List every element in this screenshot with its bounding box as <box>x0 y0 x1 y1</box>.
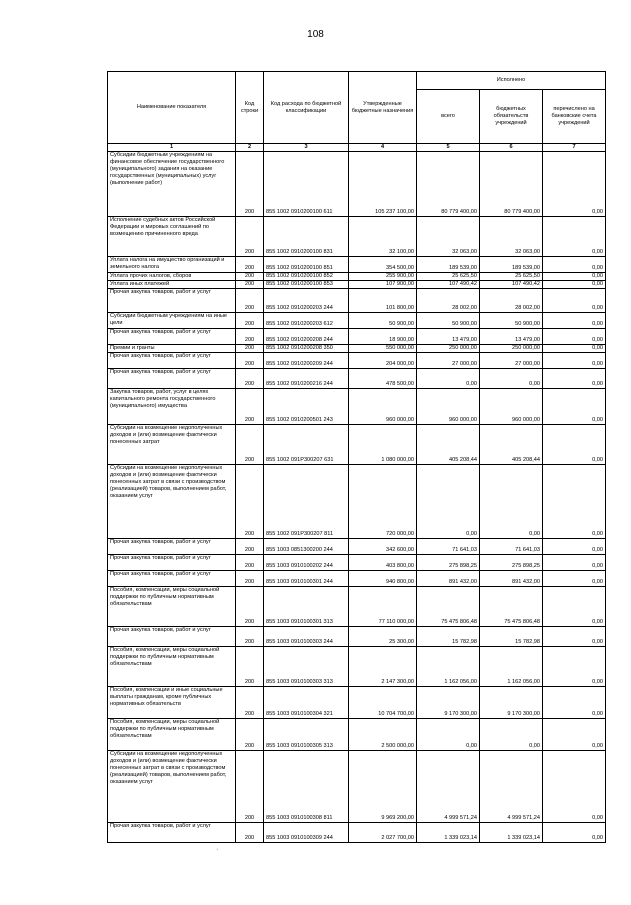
row-budget-code: 855 1003 0910100305 313 <box>264 719 349 751</box>
row-transferred: 0,00 <box>543 152 606 217</box>
row-budget-code: 855 1002 0910200209 244 <box>264 353 349 369</box>
row-institutions: 75 475 806,48 <box>480 587 543 627</box>
row-transferred: 0,00 <box>543 289 606 313</box>
row-budget-code: 855 1003 0910100301 313 <box>264 587 349 627</box>
row-total: 4 999 571,24 <box>417 751 480 823</box>
row-name: Уплата иных платежей <box>108 281 236 289</box>
row-line-code: 200 <box>236 217 264 257</box>
row-name: Субсидии бюджетным учреждениям на финансовое обеспечение государственного (муниципального) задания на оказание государственных (муниципальных) услуг (выполнение работ) <box>108 152 236 217</box>
row-approved: 342 600,00 <box>349 539 417 555</box>
row-institutions: 9 170 300,00 <box>480 687 543 719</box>
row-transferred: 0,00 <box>543 329 606 345</box>
row-name: Субсидии на возмещение недополученных доходов и (или) возмещение фактически понесенных затрат в связи с производством (реализацией) товаров, выполнением работ, оказанием услуг <box>108 465 236 539</box>
row-total: 275 898,25 <box>417 555 480 571</box>
table-row <box>108 389 606 425</box>
row-institutions: 107 490,42 <box>480 281 543 289</box>
row-institutions: 891 432,00 <box>480 571 543 587</box>
header-line-code: Код строки <box>236 72 264 144</box>
column-number-row <box>108 144 606 152</box>
row-approved: 50 900,00 <box>349 313 417 329</box>
row-approved: 940 800,00 <box>349 571 417 587</box>
row-name: Прочая закупка товаров, работ и услуг <box>108 329 236 345</box>
row-transferred: 0,00 <box>543 389 606 425</box>
row-transferred: 0,00 <box>543 345 606 353</box>
row-budget-code: 855 1003 0910100304 321 <box>264 687 349 719</box>
row-institutions: 80 779 400,00 <box>480 152 543 217</box>
row-total: 9 170 300,00 <box>417 687 480 719</box>
row-transferred: 0,00 <box>543 587 606 627</box>
row-total: 75 475 806,48 <box>417 587 480 627</box>
row-total: 13 479,00 <box>417 329 480 345</box>
row-transferred: 0,00 <box>543 273 606 281</box>
row-budget-code: 855 1002 0910200208 350 <box>264 345 349 353</box>
row-name: Субсидии на возмещение недополученных доходов и (или) возмещение фактически понесенных затрат <box>108 425 236 465</box>
table-row <box>108 369 606 389</box>
row-name: Прочая закупка товаров, работ и услуг <box>108 823 236 843</box>
row-institutions: 50 900,00 <box>480 313 543 329</box>
row-total: 0,00 <box>417 369 480 389</box>
table-row <box>108 751 606 823</box>
row-budget-code: 855 1003 0851300200 244 <box>264 539 349 555</box>
table-row <box>108 555 606 571</box>
row-name: Закупка товаров, работ, услуг в целях капитального ремонта государственного (муниципального) имущества <box>108 389 236 425</box>
row-transferred: 0,00 <box>543 823 606 843</box>
row-name: Субсидии на возмещение недополученных доходов и (или) возмещение фактически понесенных затрат в связи с производством (реализацией) товаров, выполнением работ, оказанием услуг <box>108 751 236 823</box>
row-approved: 77 110 000,00 <box>349 587 417 627</box>
row-transferred: 0,00 <box>543 555 606 571</box>
column-number: 3 <box>264 144 349 152</box>
row-institutions: 189 539,00 <box>480 257 543 273</box>
row-line-code: 200 <box>236 281 264 289</box>
row-line-code: 200 <box>236 539 264 555</box>
row-institutions: 0,00 <box>480 719 543 751</box>
row-approved: 2 027 700,00 <box>349 823 417 843</box>
row-budget-code: 855 1003 0910100202 244 <box>264 555 349 571</box>
row-transferred: 0,00 <box>543 465 606 539</box>
row-approved: 255 900,00 <box>349 273 417 281</box>
row-institutions: 13 479,00 <box>480 329 543 345</box>
table-row <box>108 647 606 687</box>
row-approved: 354 500,00 <box>349 257 417 273</box>
row-line-code: 200 <box>236 627 264 647</box>
row-institutions: 15 782,98 <box>480 627 543 647</box>
row-approved: 25 300,00 <box>349 627 417 647</box>
header-name: Наименование показателя <box>108 72 236 144</box>
row-total: 25 625,50 <box>417 273 480 281</box>
row-approved: 2 147 300,00 <box>349 647 417 687</box>
row-institutions: 27 000,00 <box>480 353 543 369</box>
row-total: 0,00 <box>417 465 480 539</box>
row-approved: 18 900,00 <box>349 329 417 345</box>
row-total: 27 000,00 <box>417 353 480 369</box>
table-row <box>108 217 606 257</box>
column-number: 2 <box>236 144 264 152</box>
row-line-code: 200 <box>236 823 264 843</box>
column-number: 7 <box>543 144 606 152</box>
header-transferred: перечислено на банковские счета учреждений <box>543 90 606 144</box>
row-budget-code: 855 1003 0910100301 244 <box>264 571 349 587</box>
row-total: 250 000,00 <box>417 345 480 353</box>
row-line-code: 200 <box>236 555 264 571</box>
row-transferred: 0,00 <box>543 539 606 555</box>
row-budget-code: 855 1002 0910200208 244 <box>264 329 349 345</box>
column-number: 4 <box>349 144 417 152</box>
row-approved: 960 000,00 <box>349 389 417 425</box>
row-transferred: 0,00 <box>543 281 606 289</box>
row-line-code: 200 <box>236 687 264 719</box>
row-transferred: 0,00 <box>543 687 606 719</box>
row-budget-code: 855 1002 0910200203 612 <box>264 313 349 329</box>
row-transferred: 0,00 <box>543 647 606 687</box>
table-row <box>108 425 606 465</box>
table-row <box>108 313 606 329</box>
row-institutions: 275 898,25 <box>480 555 543 571</box>
table-row <box>108 152 606 217</box>
table-row <box>108 353 606 369</box>
page-number: 108 <box>307 29 324 40</box>
header-total: всего <box>417 90 480 144</box>
row-institutions: 405 208,44 <box>480 425 543 465</box>
row-transferred: 0,00 <box>543 217 606 257</box>
row-approved: 1 080 000,00 <box>349 425 417 465</box>
table-row <box>108 257 606 273</box>
row-institutions: 28 002,00 <box>480 289 543 313</box>
row-budget-code: 855 1003 0910100303 313 <box>264 647 349 687</box>
row-line-code: 200 <box>236 273 264 281</box>
row-approved: 107 900,00 <box>349 281 417 289</box>
row-budget-code: 855 1002 0910200501 243 <box>264 389 349 425</box>
budget-execution-table <box>107 71 606 843</box>
column-number: 6 <box>480 144 543 152</box>
row-transferred: 0,00 <box>543 313 606 329</box>
table-row <box>108 345 606 353</box>
row-approved: 478 500,00 <box>349 369 417 389</box>
row-line-code: 200 <box>236 647 264 687</box>
row-name: Пособия, компенсации и иные социальные выплаты гражданам, кроме публичных нормативных обязательств <box>108 687 236 719</box>
row-approved: 2 500 000,00 <box>349 719 417 751</box>
row-budget-code: 855 1002 0910200100 853 <box>264 281 349 289</box>
table-row <box>108 627 606 647</box>
row-budget-code: 855 1002 0910200100 831 <box>264 217 349 257</box>
row-line-code: 200 <box>236 465 264 539</box>
row-budget-code: 855 1003 0910100308 811 <box>264 751 349 823</box>
row-budget-code: 855 1003 0910100309 244 <box>264 823 349 843</box>
row-line-code: 200 <box>236 369 264 389</box>
table-row <box>108 539 606 555</box>
row-line-code: 200 <box>236 152 264 217</box>
row-institutions: 71 641,03 <box>480 539 543 555</box>
header-approved: Утвержденные бюджетные назначения <box>349 72 417 144</box>
row-line-code: 200 <box>236 751 264 823</box>
row-budget-code: 855 1002 091P300207 811 <box>264 465 349 539</box>
row-total: 405 208,44 <box>417 425 480 465</box>
row-name: Прочая закупка товаров, работ и услуг <box>108 571 236 587</box>
row-total: 960 000,00 <box>417 389 480 425</box>
row-total: 107 490,42 <box>417 281 480 289</box>
row-institutions: 4 999 571,24 <box>480 751 543 823</box>
table-row <box>108 687 606 719</box>
table-row <box>108 273 606 281</box>
row-total: 891 432,00 <box>417 571 480 587</box>
row-name: Пособия, компенсации, меры социальной поддержки по публичным нормативным обязательствам <box>108 719 236 751</box>
header-row <box>108 72 606 90</box>
column-number: 1 <box>108 144 236 152</box>
row-approved: 101 800,00 <box>349 289 417 313</box>
table-row <box>108 465 606 539</box>
row-line-code: 200 <box>236 289 264 313</box>
row-transferred: 0,00 <box>543 627 606 647</box>
row-name: Премии и гранты <box>108 345 236 353</box>
row-name: Прочая закупка товаров, работ и услуг <box>108 627 236 647</box>
row-line-code: 200 <box>236 571 264 587</box>
row-total: 80 779 400,00 <box>417 152 480 217</box>
row-total: 32 063,00 <box>417 217 480 257</box>
row-line-code: 200 <box>236 329 264 345</box>
row-line-code: 200 <box>236 425 264 465</box>
row-budget-code: 855 1002 0910200203 244 <box>264 289 349 313</box>
row-name: Субсидии бюджетным учреждениям на иные цели <box>108 313 236 329</box>
row-name: Прочая закупка товаров, работ и услуг <box>108 555 236 571</box>
row-institutions: 0,00 <box>480 465 543 539</box>
table-row <box>108 329 606 345</box>
row-line-code: 200 <box>236 353 264 369</box>
row-transferred: 0,00 <box>543 369 606 389</box>
row-institutions: 0,00 <box>480 369 543 389</box>
row-total: 0,00 <box>417 719 480 751</box>
row-budget-code: 855 1002 0910200100 851 <box>264 257 349 273</box>
row-name: Прочая закупка товаров, работ и услуг <box>108 539 236 555</box>
row-transferred: 0,00 <box>543 425 606 465</box>
row-name: Пособия, компенсации, меры социальной поддержки по публичным нормативным обязательствам <box>108 647 236 687</box>
row-name: Прочая закупка товаров, работ и услуг <box>108 289 236 313</box>
header-institutions: бюджетных обязательств учреждений <box>480 90 543 144</box>
row-name: Уплата прочих налогов, сборов <box>108 273 236 281</box>
row-institutions: 1 162 056,00 <box>480 647 543 687</box>
row-total: 71 641,03 <box>417 539 480 555</box>
row-line-code: 200 <box>236 719 264 751</box>
table-row <box>108 719 606 751</box>
row-approved: 720 000,00 <box>349 465 417 539</box>
row-total: 15 782,98 <box>417 627 480 647</box>
row-budget-code: 855 1002 0910200100 611 <box>264 152 349 217</box>
header-executed: Исполнено <box>417 72 606 90</box>
row-name: Уплата налога на имущество организаций и земельного налога <box>108 257 236 273</box>
row-name: Исполнение судебных актов Российской Федерации и мировых соглашений по возмещению причиненного вреда <box>108 217 236 257</box>
row-total: 50 900,00 <box>417 313 480 329</box>
row-name: Прочая закупка товаров, работ и услуг <box>108 369 236 389</box>
row-approved: 9 969 200,00 <box>349 751 417 823</box>
row-name: Пособия, компенсации, меры социальной поддержки по публичным нормативным обязательствам <box>108 587 236 627</box>
row-transferred: 0,00 <box>543 257 606 273</box>
column-number: 5 <box>417 144 480 152</box>
row-line-code: 200 <box>236 257 264 273</box>
row-transferred: 0,00 <box>543 353 606 369</box>
row-total: 28 002,00 <box>417 289 480 313</box>
row-approved: 550 000,00 <box>349 345 417 353</box>
row-total: 189 539,00 <box>417 257 480 273</box>
row-total: 1 162 056,00 <box>417 647 480 687</box>
row-line-code: 200 <box>236 587 264 627</box>
header-budget-code: Код расхода по бюджетной классификации <box>264 72 349 144</box>
row-transferred: 0,00 <box>543 571 606 587</box>
row-approved: 204 000,00 <box>349 353 417 369</box>
table-row <box>108 571 606 587</box>
row-line-code: 200 <box>236 389 264 425</box>
row-budget-code: 855 1002 0910200216 244 <box>264 369 349 389</box>
row-line-code: 200 <box>236 313 264 329</box>
scan-speck: · <box>216 846 219 853</box>
row-transferred: 0,00 <box>543 719 606 751</box>
row-institutions: 960 000,00 <box>480 389 543 425</box>
row-approved: 403 800,00 <box>349 555 417 571</box>
row-budget-code: 855 1002 0910200100 852 <box>264 273 349 281</box>
row-budget-code: 855 1002 091P300207 631 <box>264 425 349 465</box>
row-total: 1 339 023,14 <box>417 823 480 843</box>
row-institutions: 250 000,00 <box>480 345 543 353</box>
row-approved: 10 704 700,00 <box>349 687 417 719</box>
table-row <box>108 289 606 313</box>
table-row <box>108 587 606 627</box>
row-budget-code: 855 1003 0910100303 244 <box>264 627 349 647</box>
row-name: Прочая закупка товаров, работ и услуг <box>108 353 236 369</box>
row-approved: 105 237 100,00 <box>349 152 417 217</box>
row-approved: 32 100,00 <box>349 217 417 257</box>
table-row <box>108 281 606 289</box>
row-institutions: 25 625,50 <box>480 273 543 281</box>
row-line-code: 200 <box>236 345 264 353</box>
row-institutions: 1 339 023,14 <box>480 823 543 843</box>
row-transferred: 0,00 <box>543 751 606 823</box>
table-row <box>108 823 606 843</box>
row-institutions: 32 063,00 <box>480 217 543 257</box>
